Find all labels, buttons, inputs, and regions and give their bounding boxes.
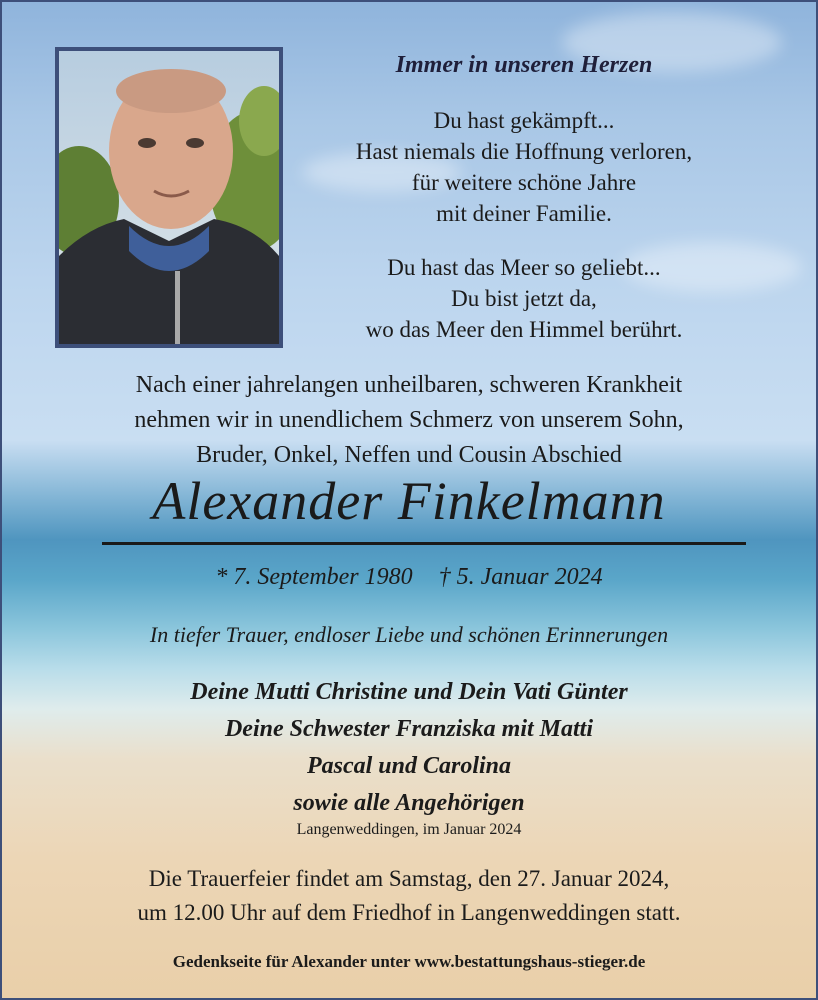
poem-line: mit deiner Familie. [436,201,612,226]
family-line: sowie alle Angehörigen [293,790,525,816]
family-line: Pascal und Carolina [306,753,512,779]
intro-line: Bruder, Onkel, Neffen und Cousin Abschied [196,442,622,468]
mourning-line: In tiefer Trauer, endloser Liebe und schönen Erinnerungen [149,622,669,647]
poem-line: wo das Meer den Himmel berührt. [365,317,683,342]
ceremony-line: Die Trauerfeier findet am Samstag, den 27. Januar 2024, [148,866,670,891]
ceremony-info [2,862,816,930]
poem-stanza-1 [300,105,748,229]
poem-line: für weitere schöne Jahre [411,170,637,195]
family-line: Deine Schwester Franziska mit Matti [224,716,594,742]
intro-line: nehmen wir in unendlichem Schmerz von unserem Sohn, [134,407,684,433]
poem-line: Du hast das Meer so geliebt... [387,255,661,280]
poem-line: Du hast gekämpft... [433,108,615,133]
poem-line: Hast niemals die Hoffnung verloren, [355,139,693,164]
memorial-page-link[interactable]: Gedenkseite für Alexander unter www.bestattungshaus-stieger.de [172,952,646,971]
place-date: Langenweddingen, im Januar 2024 [296,821,522,838]
intro-text [2,368,816,473]
family-signatures [2,674,816,822]
poem-stanza-2 [300,252,748,345]
intro-line: Nach einer jahrelangen unheilbaren, schweren Krankheit [135,372,683,398]
life-dates [2,564,816,591]
death-date: † 5. Januar 2024 [438,564,603,590]
ceremony-line: um 12.00 Uhr auf dem Friedhof in Langenweddingen statt. [137,900,681,925]
poem-line: Du bist jetzt da, [451,286,597,311]
name-underline [102,542,746,545]
portrait-photo [55,47,283,348]
motto: Immer in unseren Herzen [395,52,653,78]
deceased-name: Alexander Finkelmann [152,471,666,531]
birth-date: * 7. September 1980 [215,564,413,590]
portrait-image [59,51,279,344]
family-line: Deine Mutti Christine und Dein Vati Günter [190,679,628,705]
